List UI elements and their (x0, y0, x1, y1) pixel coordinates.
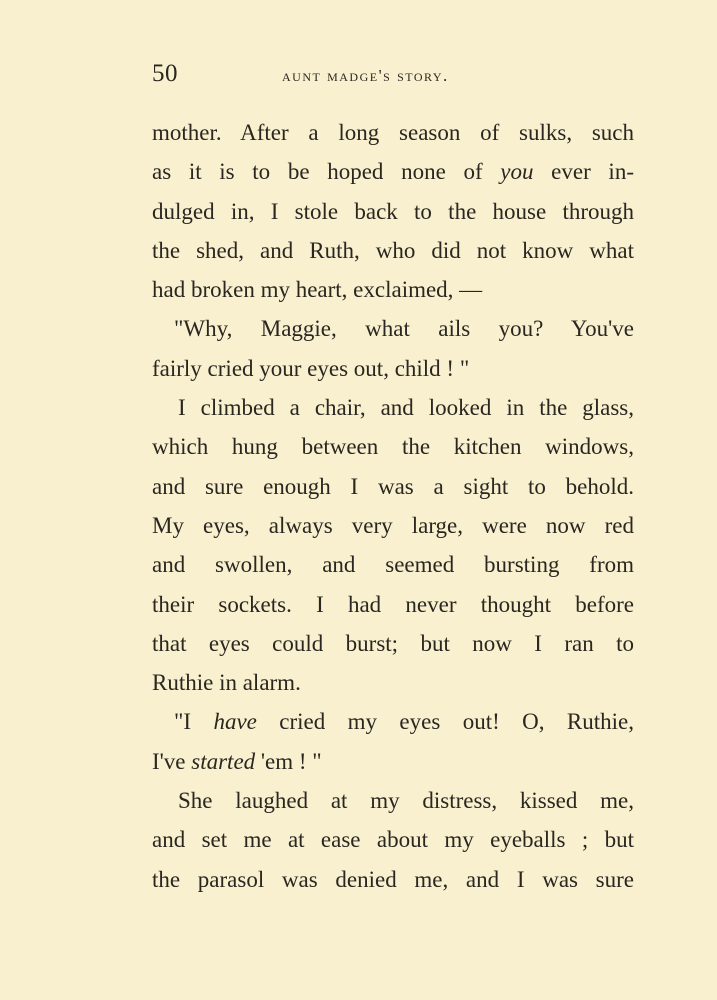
text-line: the shed, and Ruth, who did not know what (152, 237, 634, 263)
text-segment: ever in- (533, 159, 634, 185)
text-line: Ruthie in alarm. (152, 670, 301, 696)
text-line: I climbed a chair, and looked in the glass, (178, 395, 634, 421)
emphasis: you (500, 159, 534, 185)
text-line: mother. After a long season of sulks, such (152, 120, 634, 145)
running-head: aunt madge's story. (282, 66, 449, 85)
text-line: the parasol was denied me, and I was sure (152, 866, 634, 892)
text-line: and set me at ease about my eyeballs ; but (152, 827, 634, 853)
text-segment: as it is to be hoped none of (152, 159, 501, 185)
text-line (152, 742, 634, 781)
text-line (152, 702, 634, 741)
page-header (152, 60, 634, 100)
emphasis: have (213, 709, 257, 735)
text-segment: I've (152, 748, 192, 774)
text-line: and sure enough I was a sight to behold. (152, 473, 634, 499)
text-line: fairly cried your eyes out, child ! " (152, 355, 470, 381)
text-line: "Why, Maggie, what ails you? You've (174, 316, 634, 342)
text-line (152, 152, 634, 191)
text-segment: cried my eyes out! O, Ruthie, (256, 709, 634, 735)
text-line: She laughed at my distress, kissed me, (178, 788, 634, 814)
text-line: had broken my heart, exclaimed, — (152, 277, 483, 303)
text-segment: 'em ! " (255, 748, 322, 774)
text-line: and swollen, and seemed bursting from (152, 552, 634, 578)
text-line: My eyes, always very large, were now red (152, 512, 634, 538)
page-number: 50 (152, 60, 178, 87)
text-line: which hung between the kitchen windows, (152, 434, 634, 460)
body-text (152, 113, 634, 899)
text-line: their sockets. I had never thought before (152, 591, 634, 617)
text-line: dulged in, I stole back to the house through (152, 198, 634, 224)
text-line: that eyes could burst; but now I ran to (152, 630, 634, 656)
text-segment: "I (174, 709, 214, 735)
emphasis: started (191, 748, 256, 774)
